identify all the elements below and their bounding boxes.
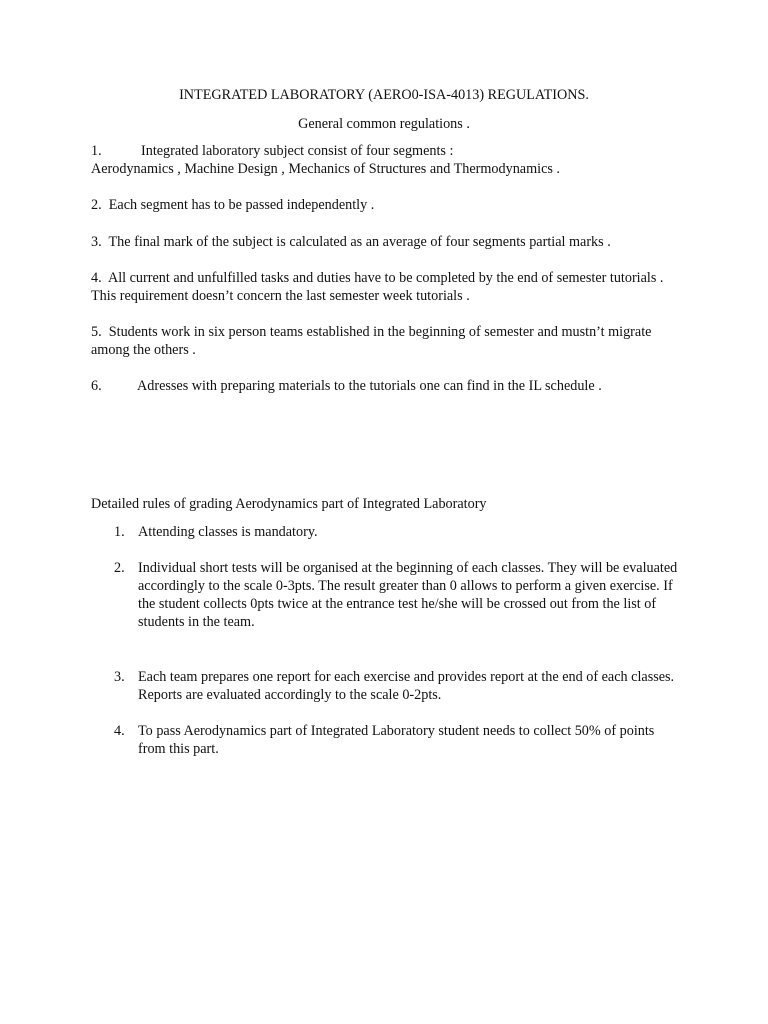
general-rule-3 [91,233,691,251]
rule-number: 3. [91,234,102,250]
rule-number: 3. [114,669,125,685]
rule-number: 4. [114,723,125,739]
rule-text-line2: Aerodynamics , Machine Design , Mechanics of Structures and Thermodynamics . [91,161,560,177]
general-rule-1 [91,142,691,178]
rule-text: Individual short tests will be organised at the beginning of each classes. They will be evaluated accordingly to the scale 0-3pts. The result greater than 0 allows to perform a given exercise. If the student collects 0pts twice at the entrance test he/she will be crossed out from the list of students in the team. [138,560,678,630]
general-rule-2 [91,196,691,214]
rule-number: 4. [91,270,102,286]
rule-number: 2. [114,560,125,576]
detailed-rule-1 [114,523,684,541]
rule-text: Attending classes is mandatory. [138,524,318,540]
general-rule-5 [91,323,661,359]
general-rule-4 [91,269,666,305]
rule-number: 1. [114,524,125,540]
rule-text-line1: Integrated laboratory subject consist of four segments : [141,143,454,159]
detailed-rules-heading: Detailed rules of grading Aerodynamics part of Integrated Laboratory [91,496,487,512]
rule-number: 6. [91,378,102,394]
rule-text: Each team prepares one report for each exercise and provides report at the end of each classes. Reports are evaluated accordingly to the scale 0-2pts. [138,669,675,703]
rule-text: Students work in six person teams established in the beginning of semester and mustn’t migrate among the others . [91,324,652,358]
detailed-rule-4 [114,722,684,758]
rule-text: To pass Aerodynamics part of Integrated Laboratory student needs to collect 50% of points from this part. [138,723,655,757]
rule-text: Adresses with preparing materials to the tutorials one can find in the IL schedule . [137,378,602,394]
detailed-rule-3 [114,668,684,704]
rule-text: The final mark of the subject is calculated as an average of four segments partial marks . [108,234,611,250]
document-title: INTEGRATED LABORATORY (AERO0-ISA-4013) REGULATIONS. [179,87,589,103]
detailed-rule-2 [114,559,684,631]
rule-number: 5. [91,324,102,340]
rule-number: 2. [91,197,102,213]
rule-number: 1. [91,143,102,159]
section-subtitle: General common regulations . [298,116,470,132]
rule-text: All current and unfulfilled tasks and duties have to be completed by the end of semester tutorials . This requirement doesn’t concern the last semester week tutorials . [91,270,664,304]
general-rule-6 [91,377,691,395]
rule-text: Each segment has to be passed independently . [108,197,375,213]
